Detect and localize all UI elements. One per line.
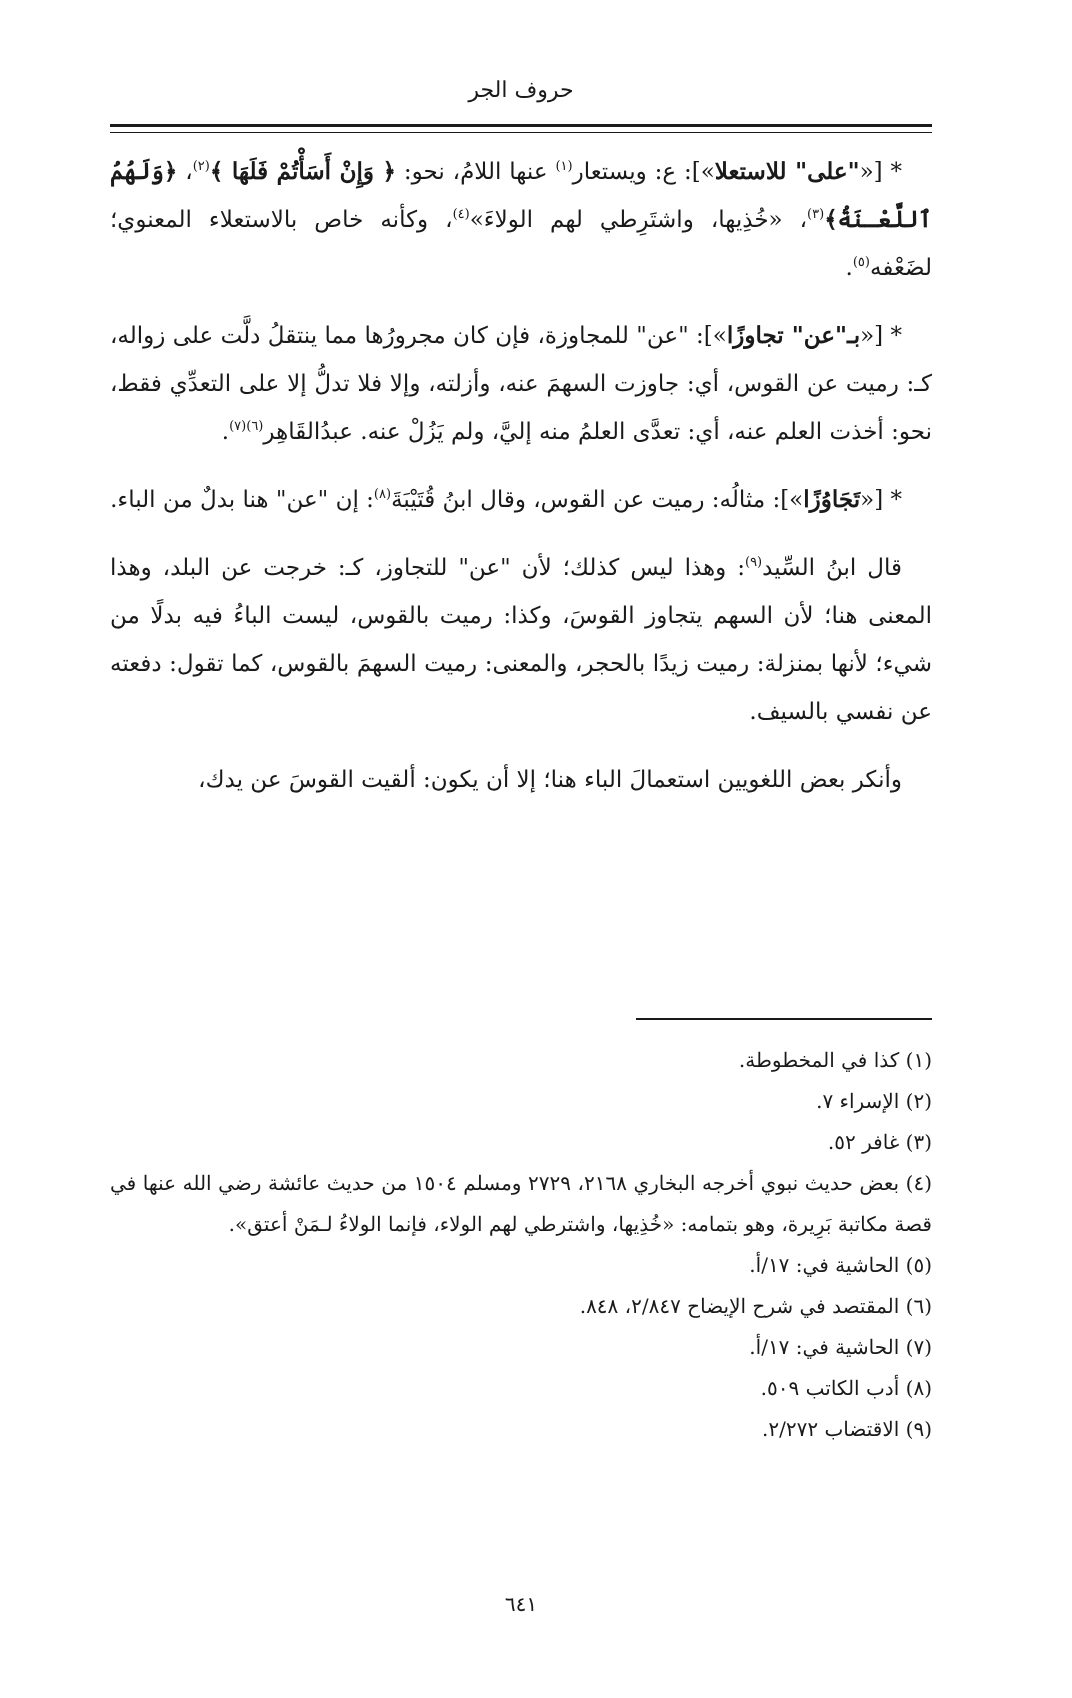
footnote-ref: (٩) [744, 555, 763, 570]
text-run: عنها اللامُ، نحو: [396, 159, 556, 185]
text-run: »]: "عن" للمجاوزة، فإن كان مجرورُها مما ينتقلُ دلَّت على زواله، كـ: رميت عن القوس، أي: جاوزت السهمَ عنه، وأزلته، وإلا فلا تدلُّ إلا على التعدِّي فقط، نحو: أخذت العلم عنه، أي: تعدَّى العلمُ منه إليَّ، ولم يَزُلْ عنه. عبدُالقَاهِر [110, 323, 932, 445]
footnote-ref: (٦)(٧) [229, 419, 264, 434]
text-run: ، وكأنه خاص بالاستعلاء المعنوي؛ لضَعْفه [110, 207, 932, 281]
paragraph-ibn-sayyid [110, 544, 932, 736]
footnote-ref: (٤) [452, 207, 470, 222]
text-run: * [« [860, 487, 902, 513]
text-run: ، «خُذِيها، واشتَرِطي لهم الولاءَ» [469, 207, 808, 233]
text-run: . [221, 419, 230, 445]
footnote-ref: (٥) [852, 255, 870, 270]
footnote: (٩) الاقتضاب ٢/٢٧٢. [762, 1417, 932, 1441]
footnote-ref: (٣) [807, 207, 825, 222]
footnote-ref: (٢) [192, 159, 210, 174]
paragraph-final: وأنكر بعض اللغويين استعمالَ الباء هنا؛ إلا أن يكون: ألقيت القوسَ عن يدك، [198, 767, 902, 793]
footnote: (٥) الحاشية في: ١٧/أ. [749, 1253, 932, 1277]
footnote: (٦) المقتصد في شرح الإيضاح ٢/٨٤٧، ٨٤٨. [579, 1294, 932, 1318]
text-run: : إن "عن" هنا بدلٌ من الباء. [110, 487, 374, 513]
entry-heading: بـ"عن" تجاوزًا [726, 322, 861, 349]
text-run: * [« [859, 159, 903, 185]
footnote: (٢) الإسراء ٧. [816, 1089, 932, 1113]
entry-heading: تَجَاوُزًا [803, 486, 861, 513]
paragraph-tajawuz [110, 476, 932, 524]
text-run: : وهذا ليس كذلك؛ لأن "عن" للتجاوز، كـ: خرجت عن البلد، وهذا المعنى هنا؛ لأن السهم يتجاوز القوسَ، وكذا: رميت بالقوس، ليست الباءُ فيه بدلًا من شيء؛ لأنها بمنزلة: رميت زيدًا بالحجر، والمعنى: رميت السهمَ بالقوس، كما تقول: دفعته عن نفسي بالسيف. [110, 555, 932, 725]
footnote: (٨) أدب الكاتب ٥٠٩. [760, 1376, 932, 1400]
footnote: (٣) غافر ٥٢. [827, 1130, 932, 1154]
text-run: ، [177, 159, 193, 185]
text-run: * [« [860, 323, 903, 349]
quran-quote: ﴿وَلَهُمُ ٱللَّعْـنَةُ﴾ [110, 158, 932, 233]
footnote: (١) كذا في المخطوطة. [738, 1048, 932, 1072]
footnote-separator [636, 1018, 932, 1020]
text-run: »]: ع: ويستعار [572, 159, 715, 185]
footnote: (٧) الحاشية في: ١٧/أ. [749, 1335, 932, 1359]
paragraph-ala [110, 148, 932, 292]
footnote-ref: (١) [555, 159, 573, 174]
header-rule-thick [110, 124, 932, 127]
footnote-ref: (٨) [373, 487, 392, 502]
header-rule-thin [110, 132, 932, 133]
main-text [110, 148, 932, 824]
text-run: قال ابنُ السِّيد [762, 555, 902, 581]
text-run: . [845, 255, 853, 281]
footnotes [110, 1040, 932, 1450]
footnote: (٤) بعض حديث نبوي أخرجه البخاري ٢١٦٨، ٢٧٢٩ ومسلم ١٥٠٤ من حديث عائشة رضي الله عنها في قصة مكاتبة بَرِيرة، وهو بتمامه: «خُذِيها، واشترطي لهم الولاء، فإنما الولاءُ لـمَنْ أعتق». [110, 1171, 932, 1236]
running-header: حروف الجر [468, 78, 574, 103]
quran-quote: ﴿ وَإِنْ أَسَأْتُمْ فَلَهَا ﴾ [209, 158, 397, 185]
page-number: ٦٤١ [504, 1592, 538, 1616]
paragraph-an [110, 312, 932, 456]
entry-heading: "على" للاستعلا [714, 158, 860, 185]
text-run: »]: مثالُه: رميت عن القوس، وقال ابنُ قُتَيْبَةَ [391, 487, 804, 513]
